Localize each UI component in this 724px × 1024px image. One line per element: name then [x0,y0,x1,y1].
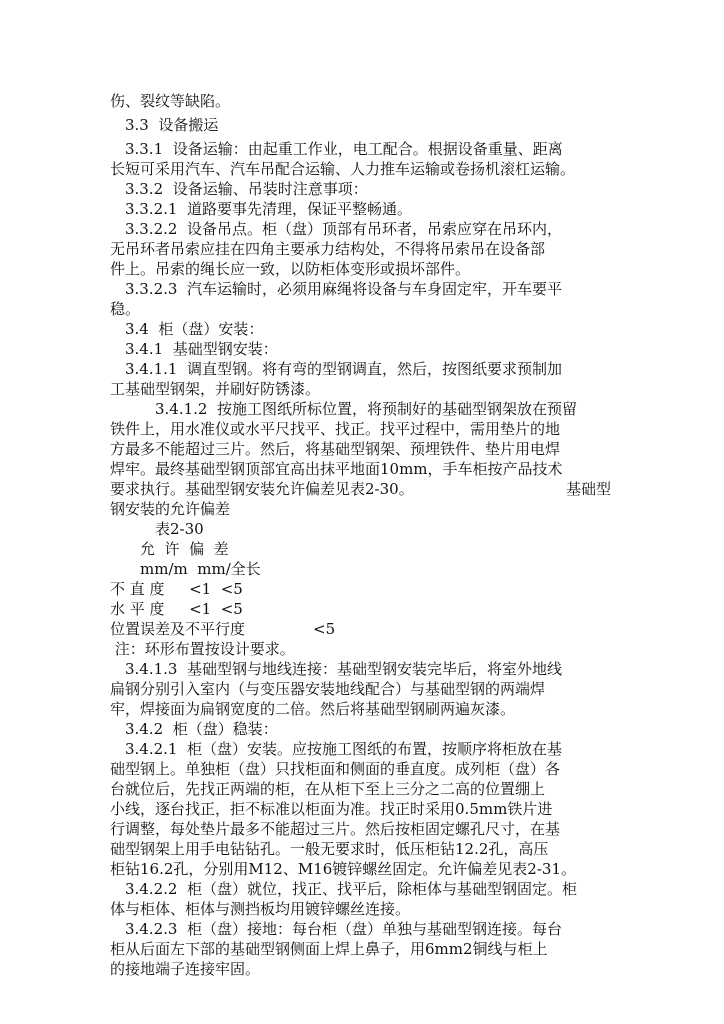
text-line: 柜从后面左下部的基础型钢侧面上焊上鼻子，用6mm2铜线与柜上 [110,940,548,958]
heading-tail: 基础型 [566,480,612,498]
text-line: 扁钢分别引入室内（与变压器安装地线配合）与基础型钢的两端焊 [110,680,546,698]
text-line: 件上。吊索的绳长应一致，以防柜体变形或损坏部件。 [110,260,471,278]
text-line: 体与柜体、柜体与测挡板均用镀锌螺丝连接。 [110,900,411,918]
text-line: 3.4.1.3 基础型钢与地线连接：基础型钢安装完毕后，将室外地线 [110,660,563,678]
text-line: 3.4 柜（盘）安装： [110,320,264,338]
text-line: 3.3.2 设备运输、吊装时注意事项： [110,180,368,198]
text-line: 无吊环者吊索应挂在四角主要承力结构处，不得将吊索吊在设备部 [110,240,546,258]
text-line: 表2-30 [110,520,204,538]
table-cell-value: <5 [313,620,336,638]
text-line: 3.3.1 设备运输：由起重工作业，电工配合。根据设备重量、距离 [110,140,563,158]
table-cell-label: 位置误差及不平行度 [110,620,246,638]
text-line: 3.3 设备搬运 [110,116,219,134]
text-line: 铁件上，用水准仪或水平尺找平、找正。找平过程中，需用垫片的地 [110,420,561,438]
text-line: 3.4.2.2 柜（盘）就位，找正、找平后，除柜体与基础型钢固定。柜 [110,880,578,898]
text-line: 3.4.1.2 按施工图纸所标位置，将预制好的基础型钢架放在预留 [110,400,578,418]
text-line: 要求执行。基础型钢安装允许偏差见表2-30。 [110,480,414,498]
text-line: 3.3.2.1 道路要事先清理，保证平整畅通。 [110,200,413,218]
text-line: 3.4.1.1 调直型钢。将有弯的型钢调直，然后，按图纸要求预制加 [110,360,563,378]
text-line: 稳。 [110,300,141,318]
text-line: 长短可采用汽车、汽车吊配合运输、人力推车运输或卷扬机滚杠运输。 [110,160,576,178]
text-line: 3.3.2.2 设备吊点。柜（盘）顶部有吊环者，吊索应穿在吊环内， [110,220,563,238]
text-line: 伤、裂纹等缺陷。 [110,92,231,110]
text-line: 水 平 度 <1 <5 [110,600,243,618]
text-line: 钢安装的允许偏差 [110,500,231,518]
text-line: 柜钻16.2孔，分别用M12、M16镀锌螺丝固定。允许偏差见表2-31。 [110,860,576,878]
text-line: 3.4.2 柜（盘）稳装： [110,720,278,738]
text-line: 3.4.1 基础型钢安装： [110,340,278,358]
text-line: 础型钢上。单独柜（盘）只找柜面和侧面的垂直度。成列柜（盘）各 [110,760,561,778]
text-line: 3.4.2.1 柜（盘）安装。应按施工图纸的布置，按顺序将柜放在基 [110,740,563,758]
text-line: 小线，逐台找正，拒不标准以柜面为准。找正时采用0.5mm铁片进 [110,800,553,818]
text-line: 础型钢架上用手电钻钻孔。一般无要求时，低压柜钻12.2孔，高压 [110,840,549,858]
text-line: 注：环形布置按设计要求。 [110,640,295,658]
text-line: 行调整，每处垫片最多不能超过三片。然后按柜固定螺孔尺寸，在基 [110,820,561,838]
text-line: 的接地端子连接牢固。 [110,960,261,978]
text-line: 允 许 偏 差 [110,540,229,558]
text-line: 台就位后，先找正两端的柜，在从柜下至上三分之二高的位置绷上 [110,780,546,798]
text-line: 3.4.2.3 柜（盘）接地：每台柜（盘）单独与基础型钢连接。每台 [110,920,563,938]
text-line: 牢，焊接面为扁钢宽度的二倍。然后将基础型钢刷两遍灰漆。 [110,700,516,718]
text-line: mm/m mm/全长 [110,560,261,578]
text-line: 方最多不能超过三片。然后，将基础型钢架、预埋铁件、垫片用电焊 [110,440,561,458]
table-row-position [110,619,410,639]
text-line: 焊牢。最终基础型钢顶部宜高出抹平地面10mm，手车柜按产品技术 [110,460,563,478]
text-line: 3.3.2.3 汽车运输时，必须用麻绳将设备与车身固定牢，开车要平 [110,280,563,298]
text-line: 工基础型钢架，并刷好防锈漆。 [110,380,321,398]
text-line: 不 直 度 <1 <5 [110,580,243,598]
